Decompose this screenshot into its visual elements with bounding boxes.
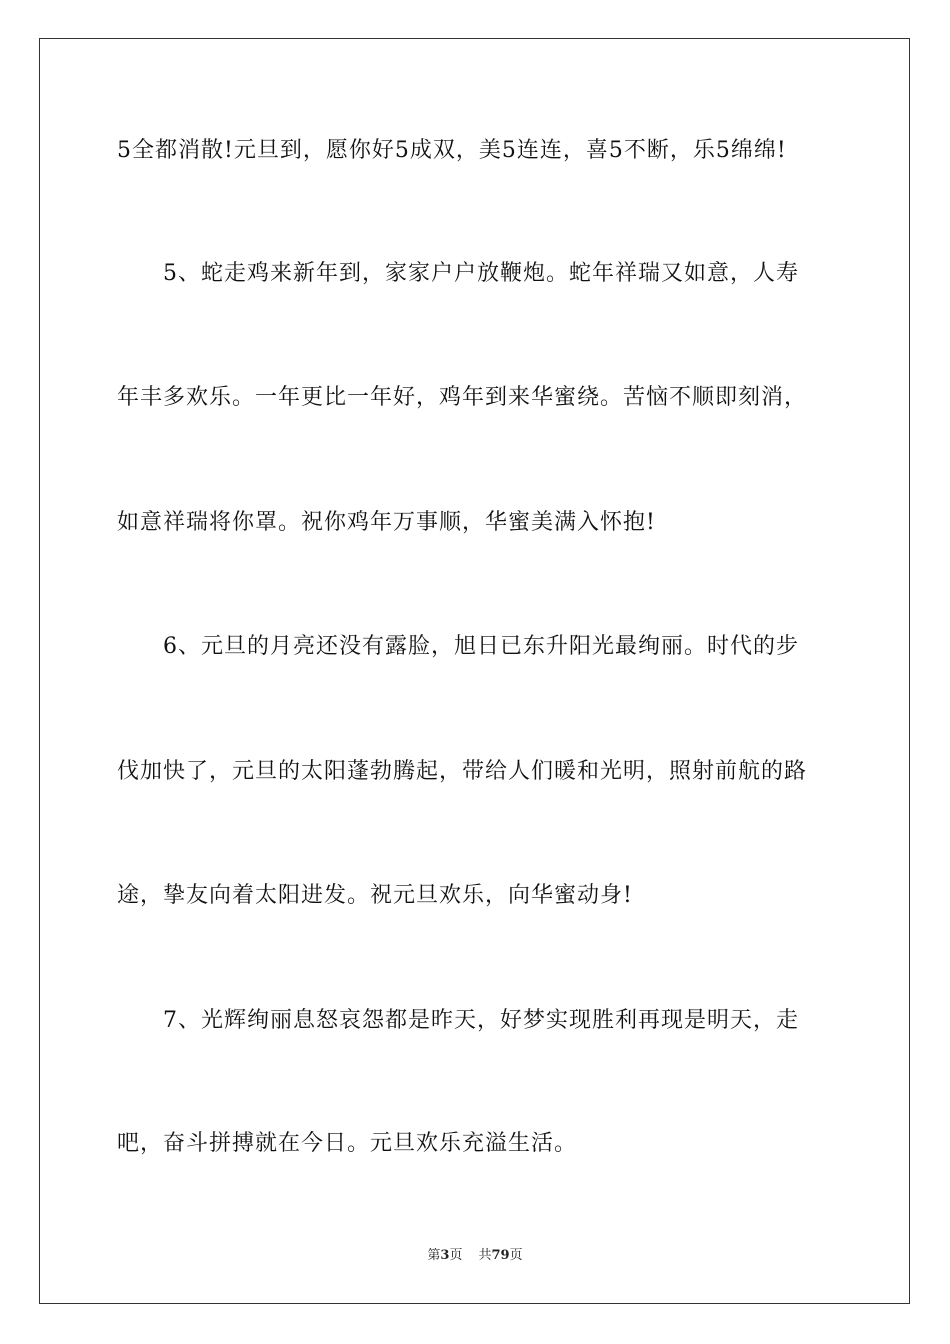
- paragraph-line-8: 7、光辉绚丽息怒哀怨都是昨天，好梦实现胜利再现是明天，走: [163, 1008, 799, 1033]
- paragraph-line-5: 6、元旦的月亮还没有露脸，旭日已东升阳光最绚丽。时代的步: [163, 634, 799, 659]
- total-suffix: 页: [509, 1248, 523, 1263]
- paragraph-line-7: 途，挚友向着太阳进发。祝元旦欢乐，向华蜜动身!: [117, 883, 633, 908]
- page-prefix: 第: [427, 1248, 441, 1263]
- paragraph-line-9: 吧，奋斗拼搏就在今日。元旦欢乐充溢生活。: [117, 1131, 578, 1156]
- page-suffix: 页: [449, 1248, 463, 1263]
- paragraph-line-2: 5、蛇走鸡来新年到，家家户户放鞭炮。蛇年祥瑞又如意，人寿: [163, 261, 799, 286]
- total-page-count: 79: [491, 1248, 510, 1263]
- paragraph-line-6: 伐加快了，元旦的太阳蓬勃腾起，带给人们暖和光明，照射前航的路: [117, 759, 808, 784]
- page-border: [39, 38, 910, 1304]
- paragraph-line-1: 5全都消散!元旦到，愿你好5成双，美5连连，喜5不断，乐5绵绵!: [117, 138, 787, 163]
- page-footer: [0, 1247, 950, 1265]
- paragraph-line-4: 如意祥瑞将你罩。祝你鸡年万事顺，华蜜美满入怀抱!: [117, 510, 656, 535]
- current-page-number: 3: [440, 1248, 450, 1263]
- total-prefix: 共: [478, 1248, 492, 1263]
- paragraph-line-3: 年丰多欢乐。一年更比一年好，鸡年到来华蜜绕。苦恼不顺即刻消，: [117, 385, 808, 410]
